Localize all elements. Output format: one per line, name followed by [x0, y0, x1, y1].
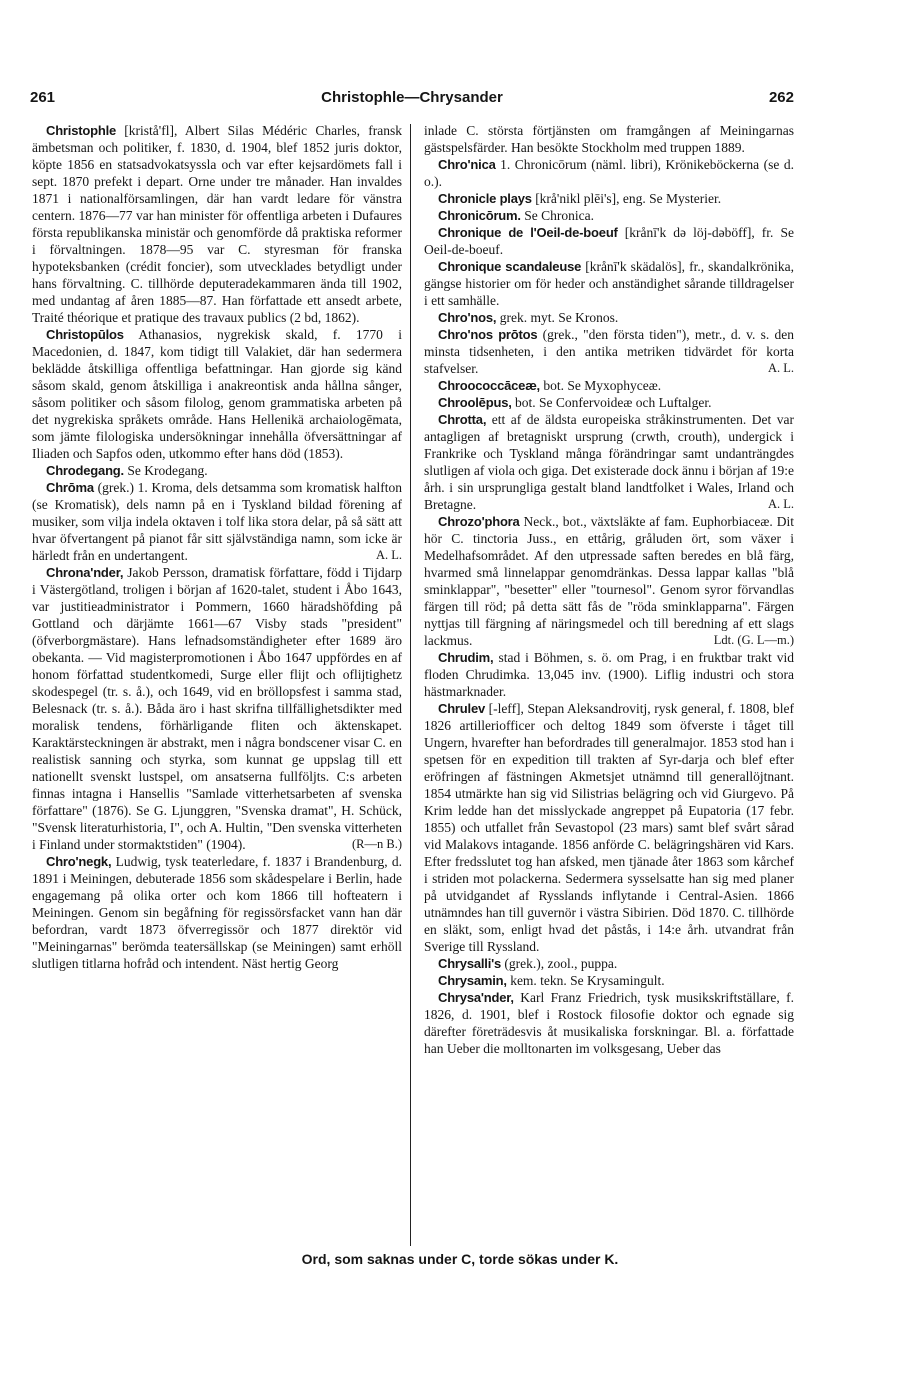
entry-text: Se Krodegang. [127, 463, 208, 478]
running-title: Christophle—Chrysander [321, 89, 503, 106]
dictionary-entry [424, 513, 794, 649]
entry-text: ett af de äldsta europeiska stråkinstrumenten. Det var antagligen af bretagniskt ursprung (crwth, crouth), undergick i Frankrike och Tyskland många förändringar samt undanträngdes slutligen af viola och giga. Det existerade dock ännu i början af 19:e årh. i sin ursprungliga gestalt bland landtfolket i Wales, Irland och Bretagne. [424, 412, 794, 512]
entry-signature: Ldt. (G. L—m.) [713, 633, 794, 647]
entry-signature: A. L. [375, 548, 402, 562]
dictionary-entry [424, 309, 794, 326]
dictionary-entry [424, 122, 794, 156]
dictionary-entry [424, 955, 794, 972]
entry-text: Jakob Persson, dramatisk författare, född i Tijdarp i Västergötland, troligen i början af 1620-talet, student i Åbo 1643, var justitieadministrator i Pommern, 1660 häradshöfding på Gottland och därjämte 1661—67 Visby stads "president" (öfverborgmästare). Hans lefnadsomständigheter efter 1689 äro obekanta. — Vid magisterpromotionen i Åbo 1647 uppfördes en af honom författad studentkomedi, Surge eller flijt och oflijtighetz skodespegel (tr. s. å.), och 1649, vid en bröllopsfest i samma stad, Belesnack (tr. s. å.). Båda äro i hast skrifna tillfällighetsdikter med moralisk tendens, förhärligande fliten och äktenskapet. Karaktärsteckningen är abstrakt, men i några bondscener visar C. en realistisk sanning och styrka, som kunnat ge uppslag till ett nationellt svenskt lustspel, om ansatserna fullföljts. C:s arbeten finnas intagna i Hansellis "Samlade vitterhetsarbeten af svenska författare" (1876). Se G. Ljunggren, "Svenska dramat", H. Schück, "Svensk literaturhistoria, I", och A. Hultin, "Den svenska vitterheten i Finland under stormaktstiden" (1904). [32, 565, 402, 852]
entry-headword: Chrozo'phora [438, 514, 520, 529]
column-divider [410, 124, 411, 1246]
entry-text: (grek.), zool., puppa. [504, 956, 618, 971]
dictionary-entry [32, 462, 402, 479]
entry-headword: Chrona'nder, [46, 565, 124, 580]
entry-headword: Christophle [46, 123, 117, 138]
entry-headword: Chrōma [46, 480, 94, 495]
dictionary-entry [424, 224, 794, 258]
entry-headword: Chro'negk, [46, 854, 112, 869]
footer-note: Ord, som saknas under C, torde sökas under K. [301, 1251, 619, 1267]
entry-headword: Christopūlos [46, 327, 124, 342]
entry-headword: Chrodegang. [46, 463, 124, 478]
page-number-left: 261 [30, 89, 56, 106]
entry-text: grek. myt. Se Kronos. [499, 310, 619, 325]
entry-text: Se Chronica. [524, 208, 594, 223]
dictionary-entry [424, 190, 794, 207]
entry-text: bot. Se Myxophyceæ. [543, 378, 662, 393]
entry-text: Karl Franz Friedrich, tysk musikskriftställare, f. 1826, d. 1901, blef i Rostock filosofie doktor och egnade sig därefter företrädesvis åt musikaliska forskningar. Bl. a. författade han Ueber die molltonarten im volksgesang, Ueber das [424, 990, 794, 1056]
entry-headword: Chro'nos prōtos [438, 327, 538, 342]
entry-text: inlade C. största förtjänsten om framgången af Meiningarnas gästspelsfärder. Han besökte Stockholm med truppen 1889. [424, 123, 794, 155]
right-column [424, 122, 794, 1057]
page-header [30, 89, 794, 111]
entry-text: 1. Chronicōrum (näml. libri), Krönikeböckerna (se d. o.). [424, 157, 795, 189]
entry-text: (grek., "den första tiden"), metr., d. v. s. den minsta tidsenheten, i den antika metriken tidvärdet för korta stafvelser. [424, 327, 794, 376]
dictionary-entry [32, 326, 402, 462]
entry-headword: Chronicōrum. [438, 208, 521, 223]
entry-text: Athanasios, nygrekisk skald, f. 1770 i Macedonien, d. 1847, kom tidigt till Valakiet, där han sedermera beklädde åtskilliga offentliga befattningar. Han gjorde sig känd såsom skald, genom åtskilliga i anakreontisk anda hållna sånger, såsom politiker och såsom filolog, genom grammatiska arbeten på det nygrekiska språkets område. Hans Hellenikä archaiologēmata, som jämte filologiska undersökningar innehålla öfversättningar af Iliaden och Sapfos oden, utkommo efter hans död (1853). [32, 327, 402, 461]
entry-signature: A. L. [767, 497, 794, 511]
entry-text: Ludwig, tysk teaterledare, f. 1837 i Brandenburg, d. 1891 i Meiningen, debuterade 1856 som skådespelare i Berlin, hade engagemang på olika orter och kom 1866 till hofteatern i Meiningen. Genom sin begåfning för regissörsfacket vann han där befordran, vardt 1873 öfverregissör och 1877 direktör vid "Meiningarnas" berömda teatersällskap (se Meiningen) samt erhöll slutligen titlarna hofråd och intendent. Näst hertig Georg [32, 854, 402, 971]
dictionary-entry [424, 207, 794, 224]
dictionary-entry [424, 972, 794, 989]
entry-headword: Chrysamin, [438, 973, 507, 988]
dictionary-entry [424, 700, 794, 955]
entry-headword: Chrotta, [438, 412, 487, 427]
page-number-right: 262 [768, 89, 794, 106]
entry-text: bot. Se Confervoideæ och Luftalger. [515, 395, 712, 410]
entry-text: [krånī'k skädalös], fr., skandalkrönika, gängse historier om för heder och anständighet sårande tilldragelser i ett samhälle. [424, 259, 794, 308]
entry-headword: Chrudim, [438, 650, 494, 665]
entry-signature: (R—n B.) [352, 837, 402, 851]
dictionary-entry [424, 156, 794, 190]
left-column [32, 122, 402, 972]
entry-headword: Chronique scandaleuse [438, 259, 582, 274]
dictionary-entry [32, 122, 402, 326]
entry-text: [kristå'fl], Albert Silas Médéric Charles, fransk ämbetsman och politiker, f. 1830, d. 1904, blef 1852 juris doktor, köpte 1856 en statsadvokatsyssla och var efter kejsardömets fall i sept. 1870 prefekt i depart. Orne under tre månader. Han invaldes 1871 i nationalförsamlingen, där han vardt ledare för vänstra centern. 1876—77 var han minister för offentliga arbeten i Dufaures första republikanska ministär och genomförde då praktiska reformer i förvaltningen. 1878—95 var C. styresman för franska hypoteksbanken (crédit foncier), som utvecklades betydligt under hans förvaltning. C. tillhörde deputeradekammaren ända till 1902, med undantag af åren 1885—87. Han författade ett ansedt arbete, Traité théorique et pratique des travaux publics (2 bd, 1862). [32, 123, 402, 325]
entry-headword: Chrysa'nder, [438, 990, 514, 1005]
dictionary-entry [424, 411, 794, 513]
entry-text: kem. tekn. Se Krysamingult. [510, 973, 665, 988]
dictionary-entry [424, 989, 794, 1057]
entry-headword: Chroolēpus, [438, 395, 512, 410]
dictionary-entry [424, 377, 794, 394]
entry-headword: Chroococcāceæ, [438, 378, 540, 393]
entry-headword: Chronique de l'Oeil-de-boeuf [438, 225, 618, 240]
dictionary-entry [424, 394, 794, 411]
entry-headword: Chrysalli's [438, 956, 502, 971]
entry-text: (grek.) 1. Kroma, dels detsamma som kromatisk halfton (se Kromatisk), dels namn på en i Tyskland bildad förening af musiker, som vilja indela oktaven i tolf lika stora delar, på så sätt att hvar öfvertangent på pianot får sitt självständiga namn, som icke är härledt från en undertangent. [32, 480, 403, 563]
entry-text: [krånī'k də löj-dəböff], fr. Se Oeil-de-boeuf. [424, 225, 794, 257]
entry-text: [-leff], Stepan Aleksandrovitj, rysk general, f. 1808, blef 1826 artilleriofficer och deltog 1849 som öfverste i tåget till Ungern, hvarefter han befordrades till generalmajor. 1853 stod han i spetsen för en expedition till trakten af Syr-darja och blef efter eröfringen af fästningen Akmetsjet utnämnd till generallöjtnant. 1854 utmärkte han sig vid Silistrias belägring och vid Giurgevo. På Krim ledde han det misslyckade angreppet på Eupatoria (17 febr. 1855) och utfallet från Sevastopol (23 mars) samt blef svårt sårad vid Malakovs intagande. 1856 anförde C. belägringshären vid Kars. Efter fredsslutet tog han afsked, men tjänade åter 1863 som kårchef i striden mot polackerna. Sedermera sysselsatte han sig med planer på utvidgandet af Rysslands inflytande i Central-Asien. 1866 utnämndes han till guvernör i västra Sibirien. Död 1870. C. tillhörde en släkt, som, enligt hvad det påstås, i 14:e årh. utvandrat från Sverige till Ryssland. [424, 701, 795, 954]
entry-text: stad i Böhmen, s. ö. om Prag, i en fruktbar trakt vid floden Chrudimka. 13,045 inv. (1900). Liflig industri och stora hästmarknader. [424, 650, 795, 699]
dictionary-entry [424, 258, 794, 309]
entry-text: Neck., bot., växtsläkte af fam. Euphorbiaceæ. Dit hör C. tinctoria Juss., en ettårig, gråluden ört, som växer i Medelhafsområdet. Af den utpressade saften beredes en blå färg, hvarmed små linnelappar genomdränkas. Dessa lappar kallas "blå sminklappar", "besetter" eller "tournesol". Genom syror förvandlas färgen till röd; på detta sätt fås de "röda sminklapparna". Färgen nyttjas till färgning af näringsmedel och till beredning af ett slags lackmus. [424, 514, 794, 648]
dictionary-entry [32, 853, 402, 972]
entry-headword: Chrulev [438, 701, 486, 716]
entry-signature: A. L. [767, 361, 794, 375]
dictionary-entry [32, 564, 402, 853]
entry-headword: Chro'nica [438, 157, 496, 172]
dictionary-entry [32, 479, 402, 564]
entry-text: [krå'nikl plēi's], eng. Se Mysterier. [535, 191, 722, 206]
entry-headword: Chro'nos, [438, 310, 497, 325]
entry-headword: Chronicle plays [438, 191, 532, 206]
dictionary-entry [424, 649, 794, 700]
dictionary-entry [424, 326, 794, 377]
